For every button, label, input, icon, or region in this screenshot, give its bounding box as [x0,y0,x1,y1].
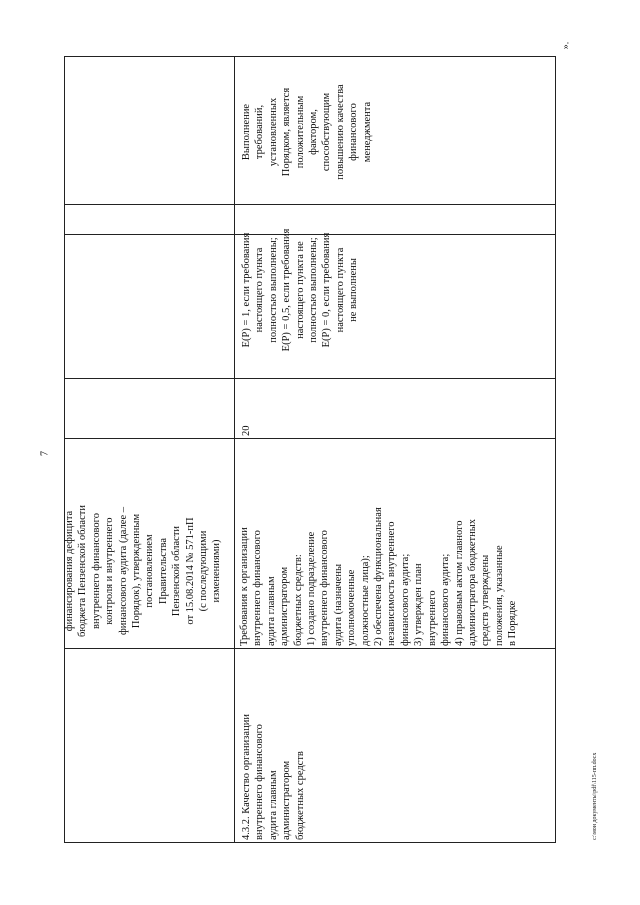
weight-cell: 20 [241,425,252,436]
indicator-name-cell: 4.3.2. Качество организации внутреннего финансового аудита главным администратором бюджетных средств [241,714,306,840]
prev-requirements-continuation: финансирования дефицита бюджета Пензенской области внутреннего финансового контроля и внутреннего финансового аудита (далее – Порядок), утвержденным постановлением Правительства Пензенской области от 15.08.2014 № 571-пП (с последующими изменениями) [64,505,223,637]
quote-close-mark: ». [560,41,572,50]
formula-cell: E(P) = 1, если требования настоящего пункта полностью выполнены; E(P) = 0,5, если требования настоящего пункта не полностью выполнены; E(P) = 0, если требования настоящего пункта не выполнены [241,228,360,352]
requirements-cell: Требования к организации внутреннего финансового аудита главным администратором бюджетных средств: 1) создано подразделение внутреннего финансового аудита (назначены уполномоченные должностные лица); 2) обеспечена функциональная независимость внутреннего финансового аудита; 3) утвержден план внутреннего финансового аудита; 4) правовым актом главного администратора бюджетных средств утверждены положения, указанные в Порядке [239,507,519,646]
comment-cell: Выполнение требований, установленных Порядком, является положительным фактором, способствующим повышению качества финансового менеджмента [241,84,373,180]
footer-file-path: c:\мои документы\pdf\115-пп.docx [592,752,598,840]
page-number: 7 [39,451,51,456]
